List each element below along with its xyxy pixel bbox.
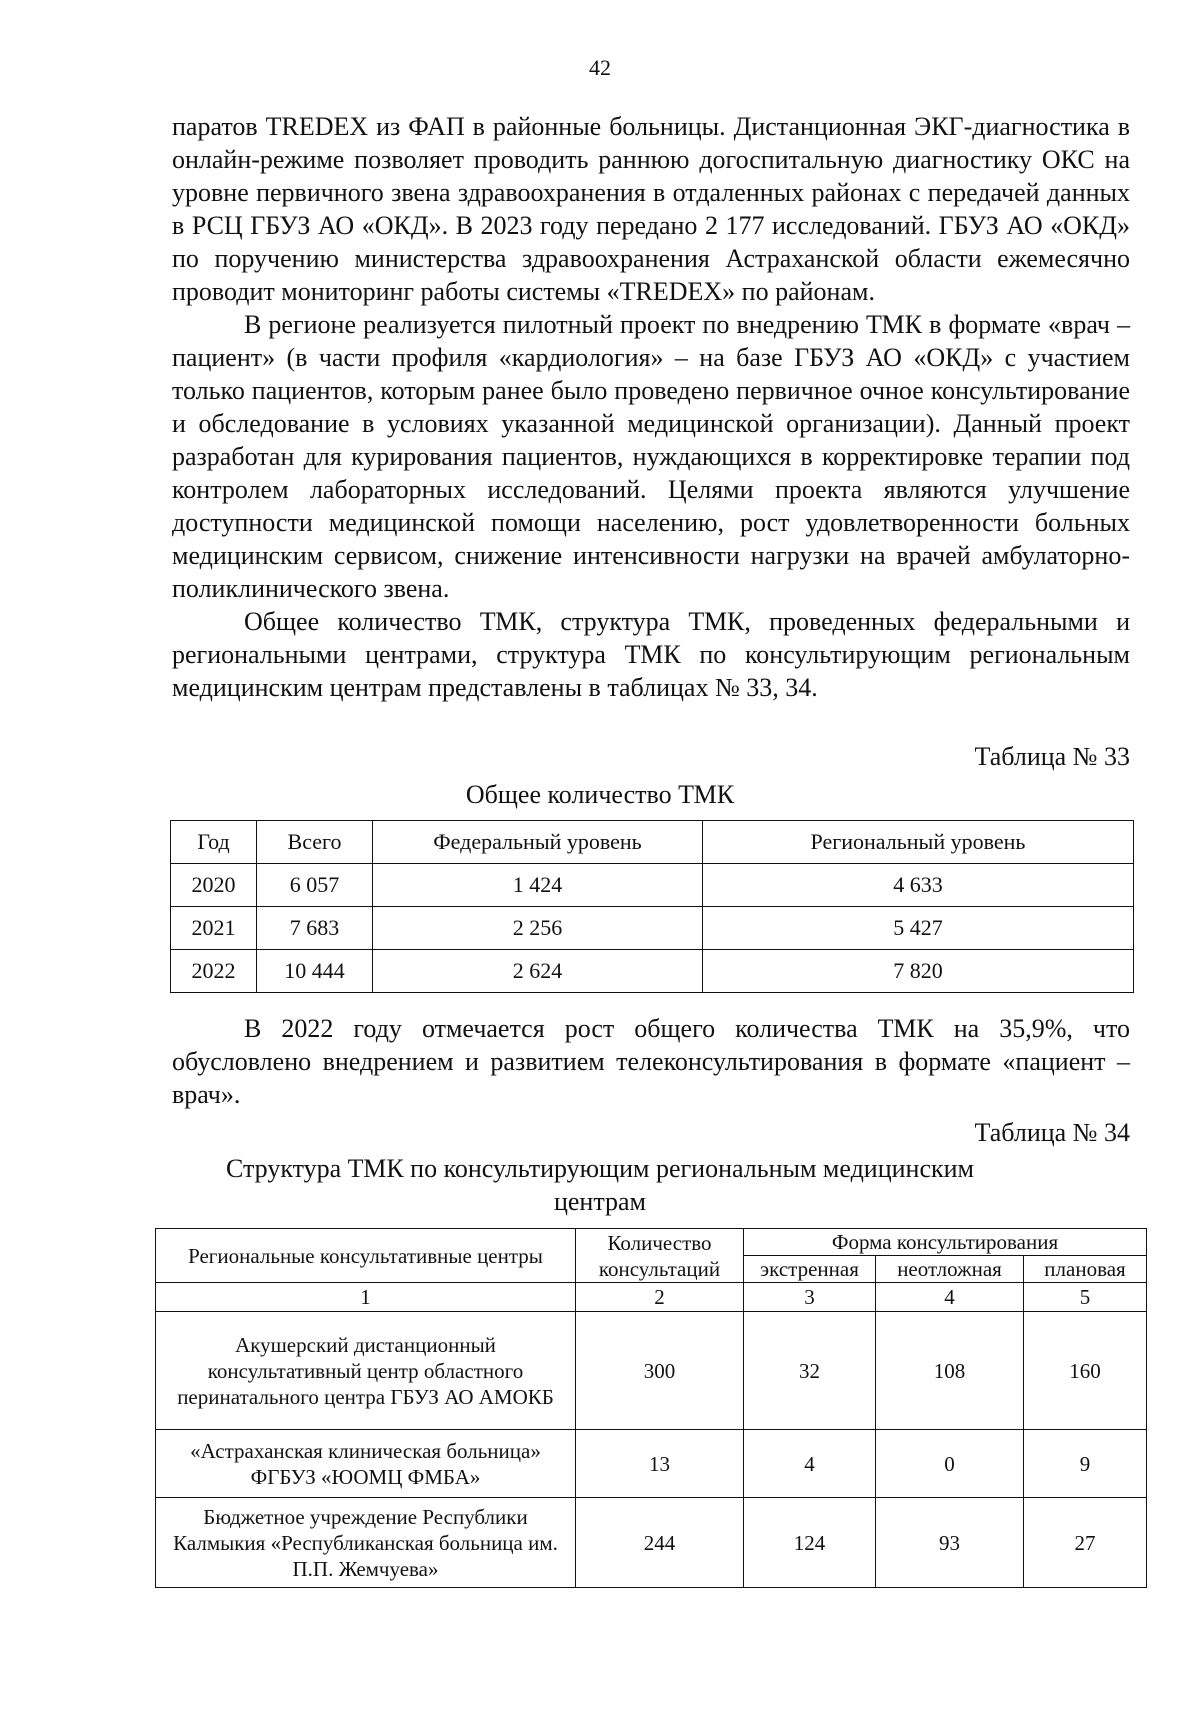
cell-year: 2022 bbox=[171, 950, 257, 993]
cell-emergency: 4 bbox=[744, 1430, 876, 1498]
page-number: 42 bbox=[589, 55, 611, 80]
header-urgent: неотложная bbox=[876, 1256, 1024, 1283]
cell-count: 300 bbox=[576, 1312, 744, 1430]
cell-center: «Астраханская клиническая больница» ФГБУЗ «ЮОМЦ ФМБА» bbox=[156, 1430, 576, 1498]
column-number: 1 bbox=[156, 1283, 576, 1312]
cell-total: 7 683 bbox=[257, 907, 373, 950]
cell-urgent: 108 bbox=[876, 1312, 1024, 1430]
table34-label: Таблица № 34 bbox=[974, 1118, 1130, 1147]
header-emergency: экстренная bbox=[744, 1256, 876, 1283]
cell-count: 244 bbox=[576, 1498, 744, 1588]
table-row bbox=[156, 1312, 1147, 1430]
header-total: Всего bbox=[257, 821, 373, 864]
header-regional: Региональный уровень bbox=[703, 821, 1134, 864]
body-text-middle bbox=[172, 1012, 1130, 1111]
cell-federal: 1 424 bbox=[373, 864, 703, 907]
cell-emergency: 124 bbox=[744, 1498, 876, 1588]
header-planned: плановая bbox=[1024, 1256, 1147, 1283]
table34 bbox=[155, 1228, 1147, 1588]
cell-center: Акушерский дистанционный консультативный центр областного перинатального центра ГБУЗ АО АМОКБ bbox=[156, 1312, 576, 1430]
body-text-top bbox=[172, 110, 1130, 704]
cell-year: 2020 bbox=[171, 864, 257, 907]
paragraph-4: В 2022 году отмечается рост общего количества ТМК на 35,9%, что обусловлено внедрением и развитием телеконсультирования в формате «пациент – врач». bbox=[172, 1014, 1130, 1109]
cell-urgent: 93 bbox=[876, 1498, 1024, 1588]
cell-planned: 160 bbox=[1024, 1312, 1147, 1430]
cell-regional: 5 427 bbox=[703, 907, 1134, 950]
cell-urgent: 0 bbox=[876, 1430, 1024, 1498]
table-row bbox=[171, 864, 1134, 907]
table33-label: Таблица № 33 bbox=[974, 742, 1130, 771]
cell-regional: 7 820 bbox=[703, 950, 1134, 993]
cell-emergency: 32 bbox=[744, 1312, 876, 1430]
cell-planned: 27 bbox=[1024, 1498, 1147, 1588]
cell-total: 6 057 bbox=[257, 864, 373, 907]
column-number: 2 bbox=[576, 1283, 744, 1312]
table34-title-line1: Структура ТМК по консультирующим региональным медицинским bbox=[225, 1154, 974, 1183]
cell-federal: 2 256 bbox=[373, 907, 703, 950]
cell-total: 10 444 bbox=[257, 950, 373, 993]
cell-count: 13 bbox=[576, 1430, 744, 1498]
table-row bbox=[156, 1498, 1147, 1588]
table33-title: Общее количество ТМК bbox=[465, 780, 735, 809]
table-row bbox=[171, 950, 1134, 993]
cell-planned: 9 bbox=[1024, 1430, 1147, 1498]
paragraph-3: Общее количество ТМК, структура ТМК, проведенных федеральными и региональными центрами, структура ТМК по консультирующим региональным медицинским центрам представлены в таблицах № 33, 34. bbox=[172, 607, 1130, 702]
paragraph-2: В регионе реализуется пилотный проект по внедрению ТМК в формате «врач – пациент» (в части профиля «кардиология» – на базе ГБУЗ АО «ОКД» с участием только пациентов, которым ранее было проведено первичное очное консультирование и обследование в условиях указанной медицинской организации). Данный проект разработан для курирования пациентов, нуждающихся в корректировке терапии под контролем лабораторных исследований. Целями проекта являются улучшение доступности медицинской помощи населению, рост удовлетворенности больных медицинским сервисом, снижение интенсивности нагрузки на врачей амбулаторно-поликлинического звена. bbox=[172, 310, 1130, 603]
cell-year: 2021 bbox=[171, 907, 257, 950]
table-row bbox=[171, 907, 1134, 950]
table-header-row bbox=[171, 821, 1134, 864]
table-header-row bbox=[156, 1229, 1147, 1256]
cell-center: Бюджетное учреждение Республики Калмыкия «Республиканская больница им. П.П. Жемчуева» bbox=[156, 1498, 576, 1588]
column-number: 4 bbox=[876, 1283, 1024, 1312]
header-year: Год bbox=[171, 821, 257, 864]
cell-regional: 4 633 bbox=[703, 864, 1134, 907]
header-form: Форма консультирования bbox=[744, 1229, 1147, 1256]
header-centers: Региональные консультативные центры bbox=[156, 1229, 576, 1283]
table33 bbox=[170, 820, 1134, 993]
paragraph-1: паратов TREDEX из ФАП в районные больницы. Дистанционная ЭКГ-диагностика в онлайн-режиме позволяет проводить раннюю догоспитальную диагностику ОКС на уровне первичного звена здравоохранения в отдаленных районах с передачей данных в РСЦ ГБУЗ АО «ОКД». В 2023 году передано 2 177 исследований. ГБУЗ АО «ОКД» по поручению министерства здравоохранения Астраханской области ежемесячно проводит мониторинг работы системы «TREDEX» по районам. bbox=[172, 112, 1130, 306]
table-row bbox=[156, 1430, 1147, 1498]
table34-title-line2: центрам bbox=[553, 1187, 647, 1216]
column-number: 3 bbox=[744, 1283, 876, 1312]
header-federal: Федеральный уровень bbox=[373, 821, 703, 864]
column-number-row bbox=[156, 1283, 1147, 1312]
header-count: Количество консультаций bbox=[576, 1229, 744, 1283]
cell-federal: 2 624 bbox=[373, 950, 703, 993]
column-number: 5 bbox=[1024, 1283, 1147, 1312]
